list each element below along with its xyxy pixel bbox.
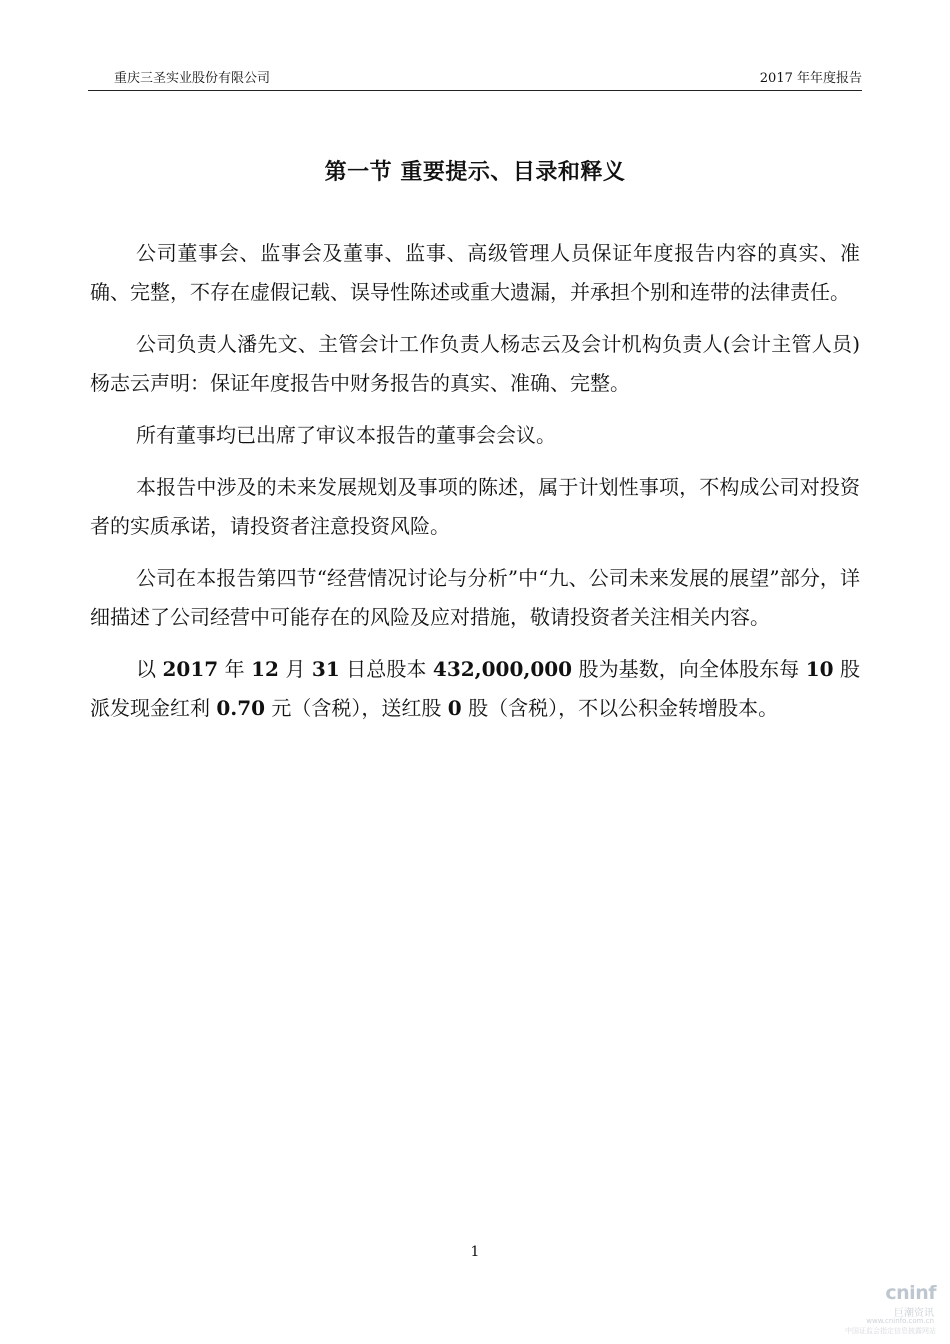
document-body — [90, 234, 860, 741]
section-title: 第一节 重要提示、目录和释义 — [324, 159, 626, 185]
cninfo-watermark — [828, 1282, 936, 1338]
page-number: 1 — [470, 1244, 480, 1260]
dividend-total-shares: 432,000,000 — [432, 657, 573, 681]
paragraph-responsibility: 公司董事会、监事会及董事、监事、高级管理人员保证年度报告内容的真实、准确、完整，不存在虚假记载、误导性陈述或重大遗漏，并承担个别和连带的法律责任。 — [90, 241, 860, 304]
dividend-text: 月 — [278, 657, 312, 681]
header-company-name: 重庆三圣实业股份有限公司 — [114, 71, 271, 86]
dividend-year: 2017 — [162, 657, 219, 681]
header-report-title: 2017 年年度报告 — [759, 71, 862, 86]
paragraph-board-attendance: 所有董事均已出席了审议本报告的董事会会议。 — [136, 423, 556, 447]
watermark-subtitle: 巨潮资讯 — [894, 1308, 934, 1319]
dividend-month: 12 — [251, 657, 279, 681]
paragraph-forward-looking: 本报告中涉及的未来发展规划及事项的陈述，属于计划性事项，不构成公司对投资者的实质承诺，请投资者注意投资风险。 — [90, 475, 860, 538]
paragraph-risk-reference: 公司在本报告第四节“经营情况讨论与分析”中“九、公司未来发展的展望”部分，详细描述了公司经营中可能存在的风险及应对措施，敬请投资者关注相关内容。 — [90, 566, 860, 629]
watermark-url: www.cninfo.com.cn — [866, 1317, 934, 1325]
dividend-bonus-shares: 0 — [447, 696, 462, 720]
dividend-text: 年 — [218, 657, 252, 681]
page-header — [88, 68, 862, 91]
dividend-per-shares: 10 — [805, 657, 834, 681]
dividend-text: 元（含税），送红股 — [265, 696, 448, 720]
dividend-text: 股派发现金红利 — [90, 657, 861, 720]
dividend-day: 31 — [311, 657, 340, 681]
dividend-text: 股为基数，向全体股东每 — [572, 657, 806, 681]
dividend-text: 股（含税），不以公积金转增股本。 — [461, 696, 779, 720]
dividend-text: 日总股本 — [339, 657, 433, 681]
paragraph-dividend-plan — [90, 650, 860, 728]
paragraph-financial-statement: 公司负责人潘先文、主管会计工作负责人杨志云及会计机构负责人(会计主管人员)杨志云声明：保证年度报告中财务报告的真实、准确、完整。 — [90, 332, 860, 395]
dividend-cash-amount: 0.70 — [216, 696, 266, 720]
watermark-caption: 中国证监会指定信息披露网站 — [845, 1327, 936, 1335]
dividend-text: 以 — [136, 657, 163, 681]
cninfo-logo-icon: cninf — [885, 1282, 936, 1304]
